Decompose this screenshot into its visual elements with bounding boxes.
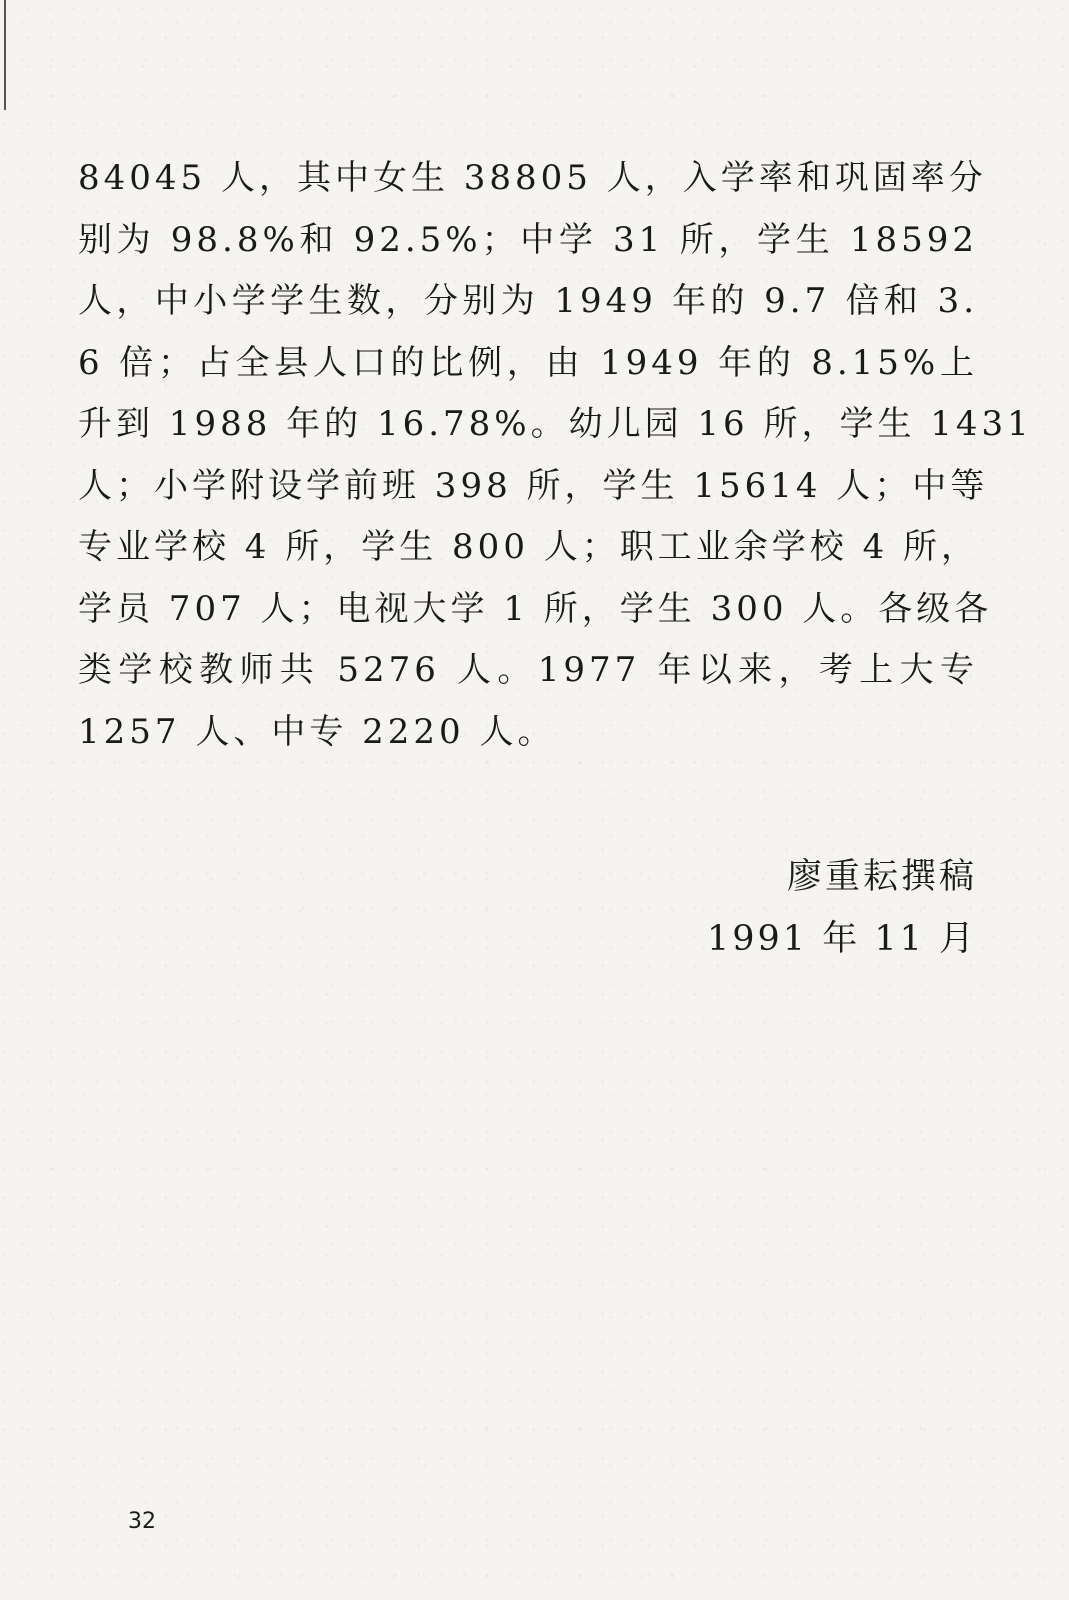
body-line: 类学校教师共 5276 人。1977 年以来，考上大专 bbox=[78, 650, 978, 690]
body-line: 别为 98.8%和 92.5%；中学 31 所，学生 18592 bbox=[78, 219, 978, 260]
body-line: 84045 人，其中女生 38805 人，入学率和巩固率分 bbox=[78, 158, 987, 198]
author-credit: 廖重耘撰稿 bbox=[786, 857, 977, 897]
page-left-edge-mark bbox=[4, 0, 6, 110]
body-line: 学员 707 人；电视大学 1 所，学生 300 人。各级各 bbox=[78, 588, 993, 629]
author-date: 1991 年 11 月 bbox=[707, 919, 977, 959]
body-line: 升到 1988 年的 16.78%。幼儿园 16 所，学生 1431 bbox=[78, 404, 1033, 444]
body-line: 6 倍；占全县人口的比例，由 1949 年的 8.15%上 bbox=[78, 342, 978, 383]
page-number: 32 bbox=[128, 1509, 156, 1534]
body-text bbox=[78, 148, 1033, 763]
body-line: 1257 人、中专 2220 人。 bbox=[78, 711, 556, 752]
signature-block bbox=[707, 846, 977, 970]
body-line: 人，中小学学生数，分别为 1949 年的 9.7 倍和 3. bbox=[78, 281, 978, 321]
body-line: 人；小学附设学前班 398 所，学生 15614 人；中等 bbox=[78, 465, 989, 506]
body-line: 专业学校 4 所，学生 800 人；职工业余学校 4 所， bbox=[78, 527, 980, 567]
